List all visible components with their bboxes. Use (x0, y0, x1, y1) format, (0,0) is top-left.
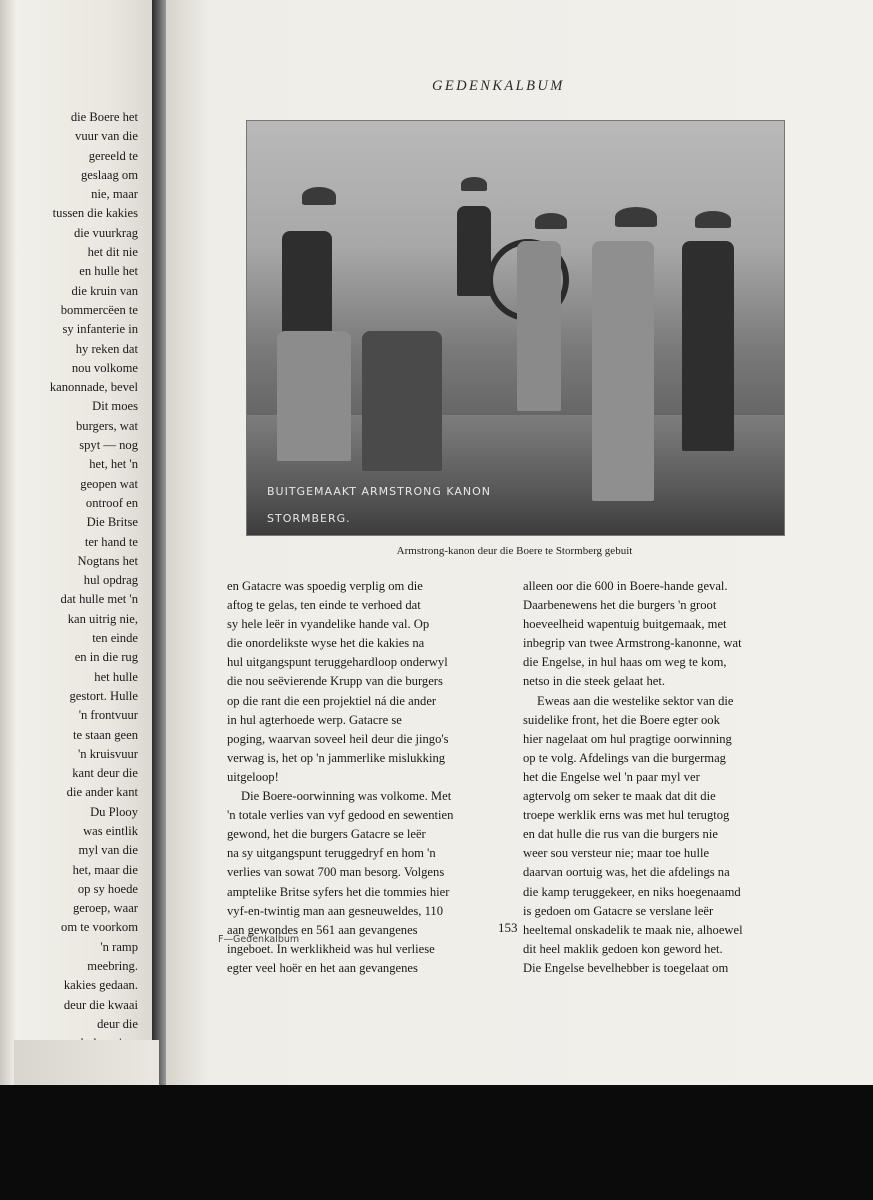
text-line: kanonnade, bevel (49, 380, 138, 395)
text-line: Dit moes (92, 399, 138, 414)
text-line: die kamp teruggekeer, en niks hoegenaamd (523, 884, 741, 899)
text-line: verwag is, het op 'n jammerlike mislukking (227, 750, 446, 765)
text-line: burgers, wat (75, 418, 138, 433)
text-line: die Engelse, in hul haas om weg te kom, (523, 655, 727, 670)
text-line: die Boere het (70, 110, 138, 124)
left-page (0, 0, 156, 1085)
photo-inscription-line1: BUITGEMAAKT ARMSTRONG KANON (267, 485, 492, 498)
text-line: kakies gedaan. (63, 978, 138, 993)
kneeling-man-center (362, 331, 442, 471)
text-line: troepe werklik erns was met hul terugtog (523, 808, 730, 823)
text-line: netso in die steek gelaat het. (523, 674, 665, 689)
text-line: en Gatacre was spoedig verplig om die (227, 579, 423, 593)
photo-caption: Armstrong-kanon deur die Boere te Stormberg gebuit (396, 545, 633, 557)
text-line: het die Engelse wel 'n paar myl ver (523, 769, 700, 784)
text-line: Die Boere-oorwinning was volkome. Met (241, 789, 452, 804)
printer-signature: F—Gedenkalbum (218, 934, 300, 945)
text-line: Daarbenewens het die burgers 'n groot (523, 598, 717, 613)
text-line: hier nagelaat om hul pragtige oorwinning (523, 731, 732, 746)
man-on-cannon (457, 206, 491, 296)
text-line: geopen wat (80, 476, 138, 491)
text-line: bommercëen te (60, 302, 138, 317)
text-line: inbegrip van twee Armstrong-kanonne, wat (523, 636, 742, 651)
photo-inscription-line2: STORMBERG. (267, 512, 351, 525)
hat (535, 213, 567, 229)
text-line: het hulle (94, 669, 138, 684)
left-page-text-column (2, 108, 138, 1073)
hat (615, 207, 657, 227)
text-line: sy infanterie in (62, 322, 138, 337)
kneeling-man-left (277, 331, 351, 461)
text-line: gereeld te (88, 148, 138, 163)
text-line: kant deur die (72, 766, 138, 781)
photo-inscription (267, 485, 491, 525)
text-line: 'n totale verlies van vyf gedood en sewentien (227, 808, 454, 823)
text-line: en in die rug (74, 650, 138, 665)
standing-man-right (682, 241, 734, 451)
text-line: het, het 'n (89, 457, 138, 472)
text-line: dat hulle met 'n (60, 592, 138, 607)
text-line: deur die (97, 1016, 138, 1031)
text-line: myl van die (78, 843, 138, 858)
text-line: uitgeloop! (227, 769, 279, 784)
text-line: is gedoen om Gatacre se verslane leër (523, 903, 714, 918)
book-gutter (152, 0, 166, 1085)
text-line: ter hand te (84, 534, 138, 549)
text-line: geslaag om (80, 167, 138, 182)
text-line: weer sou versteur nie; maar toe hulle (523, 846, 710, 861)
text-line: 'n frontvuur (78, 708, 138, 723)
text-line: hul uitgangspunt teruggehardloop onderwyl (227, 655, 448, 670)
text-line: verlies van sowat 700 man besorg. Volgens (227, 865, 445, 880)
hat (695, 211, 731, 228)
text-line: spyt — nog (79, 438, 138, 453)
text-line: gestort. Hulle (69, 688, 138, 703)
text-line: 'n kruisvuur (78, 746, 138, 761)
text-column-right (523, 577, 795, 978)
running-head: GEDENKALBUM (432, 78, 565, 94)
text-line: die kruin van (71, 283, 138, 298)
left-page-bottom (14, 1040, 159, 1085)
standing-man-center-right (592, 241, 654, 501)
text-line: tussen die kakies (52, 206, 138, 221)
text-line: Du Plooy (90, 804, 138, 819)
text-line: die vuurkrag (74, 225, 138, 240)
text-line: hoeveelheid wapentuig buitgemaak, met (523, 617, 727, 632)
text-line: Nogtans het (77, 553, 138, 568)
text-line: om te voorkom (61, 920, 138, 935)
text-line: nou volkome (71, 360, 138, 375)
hat (461, 177, 487, 191)
text-line: nie, maar (91, 187, 138, 202)
text-line: in hul agterhoede werp. Gatacre se (227, 712, 402, 727)
text-line: agtervolg om seker te maak dat dit die (523, 789, 716, 804)
text-line: hy reken dat (75, 341, 138, 356)
text-line: amptelike Britse syfers het die tommies hier (227, 884, 450, 899)
scan-background (0, 1085, 873, 1200)
text-line: daarvan oortuig was, het die afdelings na (523, 865, 730, 880)
text-column-left (227, 577, 499, 978)
text-line: en dat hulle die rus van die burgers nie (523, 827, 718, 842)
text-line: Eweas aan die westelike sektor van die (537, 693, 734, 708)
hat (302, 187, 336, 205)
text-line: poging, waarvan soveel heil deur die jingo's (227, 731, 449, 746)
text-line: Die Britse (86, 515, 138, 530)
text-line: die nou seëvierende Krupp van die burgers (227, 674, 443, 689)
text-line: die ander kant (66, 785, 138, 800)
text-line: dit heel maklik gedoen kon geword het. (523, 941, 723, 956)
text-line: ontroof en (85, 495, 138, 510)
text-line: Die Engelse bevelhebber is toegelaat om (523, 960, 729, 975)
text-line: ingeboet. In werklikheid was hul verliese (227, 941, 435, 956)
text-line: geroep, waar (72, 901, 138, 916)
armstrong-cannon-photo (246, 120, 785, 536)
text-line: op te volg. Afdelings van die burgermag (523, 750, 726, 765)
text-line: het dit nie (87, 245, 138, 260)
text-line: 'n ramp (100, 939, 138, 954)
text-line: kan uitrig nie, (67, 611, 138, 626)
text-line: op sy hoede (77, 881, 138, 896)
text-line: hul opdrag (83, 573, 138, 588)
text-line: op die rant die een projektiel ná die ander (227, 693, 437, 708)
text-line: meebring. (87, 959, 138, 974)
text-line: ten einde (92, 631, 138, 646)
text-line: gewond, het die burgers Gatacre se leër (227, 827, 426, 842)
text-line: en hulle het (79, 264, 138, 279)
text-line: suidelike front, het die Boere egter ook (523, 712, 720, 727)
text-line: te staan geen (72, 727, 138, 742)
text-line: egter veel hoër en het aan gevangenes (227, 960, 418, 975)
text-line: het, maar die (72, 862, 138, 877)
text-line: vuur van die (75, 129, 138, 144)
standing-man-middle (517, 241, 561, 411)
text-line: heeltemal onskadelik te maak nie, alhoewel (523, 922, 743, 937)
text-line: deur die kwaai (63, 997, 138, 1012)
text-line: was eintlik (83, 823, 138, 838)
text-line: sy hele leër in vyandelike hande val. Op (227, 617, 430, 632)
text-line: aftog te gelas, ten einde te verhoed dat (227, 598, 421, 613)
text-line: alleen oor die 600 in Boere-hande geval. (523, 579, 728, 593)
text-line: vyf-en-twintig man aan gesneuweldes, 110 (227, 903, 444, 918)
text-line: na sy uitgangspunt teruggedryf en hom 'n (227, 846, 436, 861)
page-number: 153 (498, 920, 518, 935)
text-line: die onordelikste wyse het die kakies na (227, 636, 425, 651)
text-line: aan gewondes en 561 aan gevangenes (227, 922, 418, 937)
